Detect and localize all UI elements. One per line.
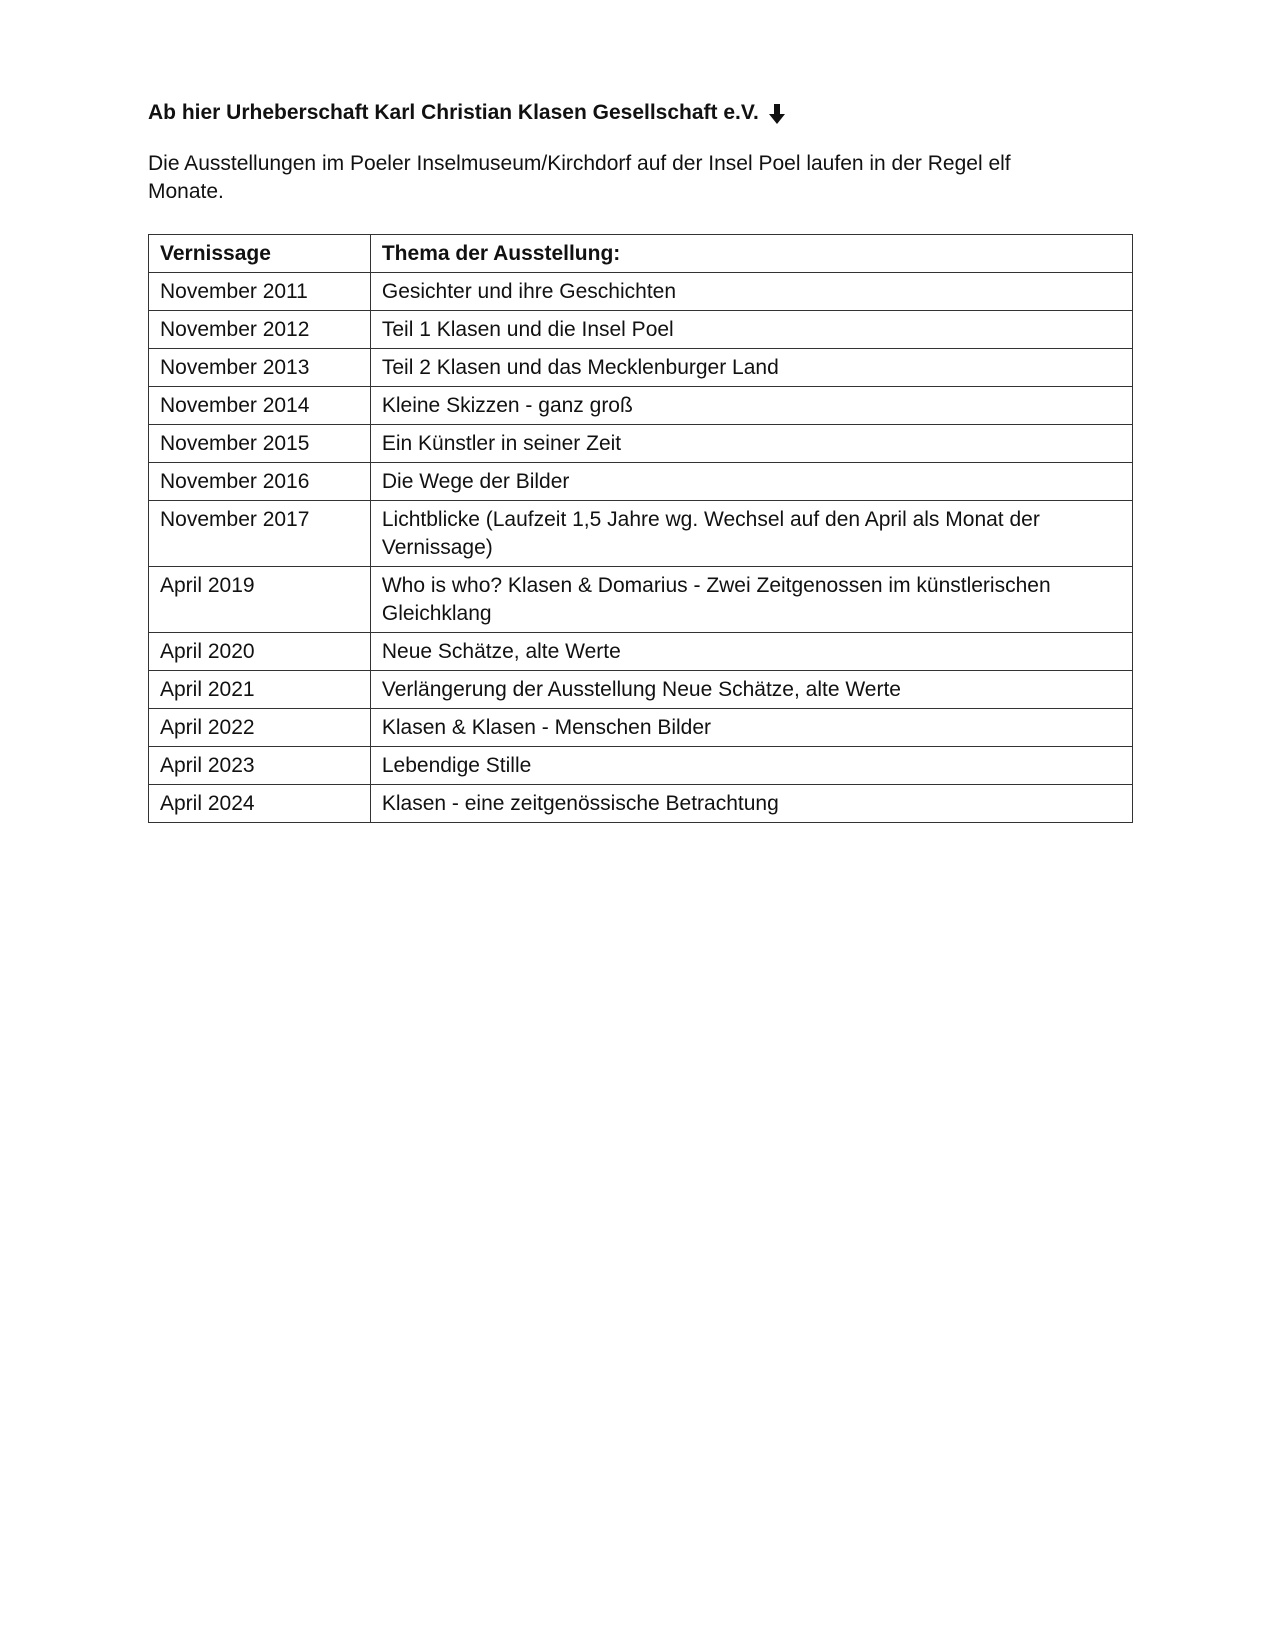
thema-cell: Ein Künstler in seiner Zeit	[370, 425, 1132, 463]
table-row	[149, 273, 1133, 311]
table-row	[149, 463, 1133, 501]
vernissage-cell: November 2017	[149, 501, 371, 567]
table-row	[149, 567, 1133, 633]
vernissage-cell: April 2020	[149, 633, 371, 671]
thema-cell: Teil 1 Klasen und die Insel Poel	[370, 311, 1132, 349]
vernissage-cell: April 2023	[149, 747, 371, 785]
table-header-row	[149, 235, 1133, 273]
table-row	[149, 425, 1133, 463]
thema-cell: Lebendige Stille	[370, 747, 1132, 785]
vernissage-cell: November 2013	[149, 349, 371, 387]
thema-cell: Who is who? Klasen & Domarius - Zwei Zeitgenossen im künstlerischen Gleichklang	[370, 567, 1132, 633]
table-row	[149, 671, 1133, 709]
thema-cell: Neue Schätze, alte Werte	[370, 633, 1132, 671]
table-row	[149, 785, 1133, 823]
vernissage-cell: November 2015	[149, 425, 371, 463]
intro-paragraph: Die Ausstellungen im Poeler Inselmuseum/Kirchdorf auf der Insel Poel laufen in der Regel elf Monate.	[148, 152, 1011, 203]
table-row	[149, 747, 1133, 785]
table-row	[149, 349, 1133, 387]
thema-cell: Klasen & Klasen - Menschen Bilder	[370, 709, 1132, 747]
vernissage-cell: April 2022	[149, 709, 371, 747]
thema-cell: Verlängerung der Ausstellung Neue Schätze, alte Werte	[370, 671, 1132, 709]
thema-cell: Teil 2 Klasen und das Mecklenburger Land	[370, 349, 1132, 387]
vernissage-cell: November 2011	[149, 273, 371, 311]
vernissage-cell: November 2016	[149, 463, 371, 501]
table-row	[149, 633, 1133, 671]
heading-text: Ab hier Urheberschaft Karl Christian Klasen Gesellschaft e.V.	[148, 101, 759, 124]
vernissage-cell: April 2024	[149, 785, 371, 823]
vernissage-cell: April 2019	[149, 567, 371, 633]
vernissage-cell: November 2012	[149, 311, 371, 349]
arrow-down-icon	[767, 102, 787, 124]
exhibition-table	[148, 234, 1133, 823]
header-thema: Thema der Ausstellung:	[370, 235, 1132, 273]
thema-cell: Lichtblicke (Laufzeit 1,5 Jahre wg. Wechsel auf den April als Monat der Vernissage)	[370, 501, 1132, 567]
thema-cell: Kleine Skizzen - ganz groß	[370, 387, 1132, 425]
vernissage-cell: April 2021	[149, 671, 371, 709]
table-row	[149, 311, 1133, 349]
thema-cell: Die Wege der Bilder	[370, 463, 1132, 501]
header-vernissage: Vernissage	[149, 235, 371, 273]
table-row	[149, 709, 1133, 747]
table-row	[149, 501, 1133, 567]
table-row	[149, 387, 1133, 425]
thema-cell: Klasen - eine zeitgenössische Betrachtung	[370, 785, 1132, 823]
thema-cell: Gesichter und ihre Geschichten	[370, 273, 1132, 311]
document-heading	[148, 96, 1133, 130]
document-page	[148, 96, 1133, 823]
vernissage-cell: November 2014	[149, 387, 371, 425]
